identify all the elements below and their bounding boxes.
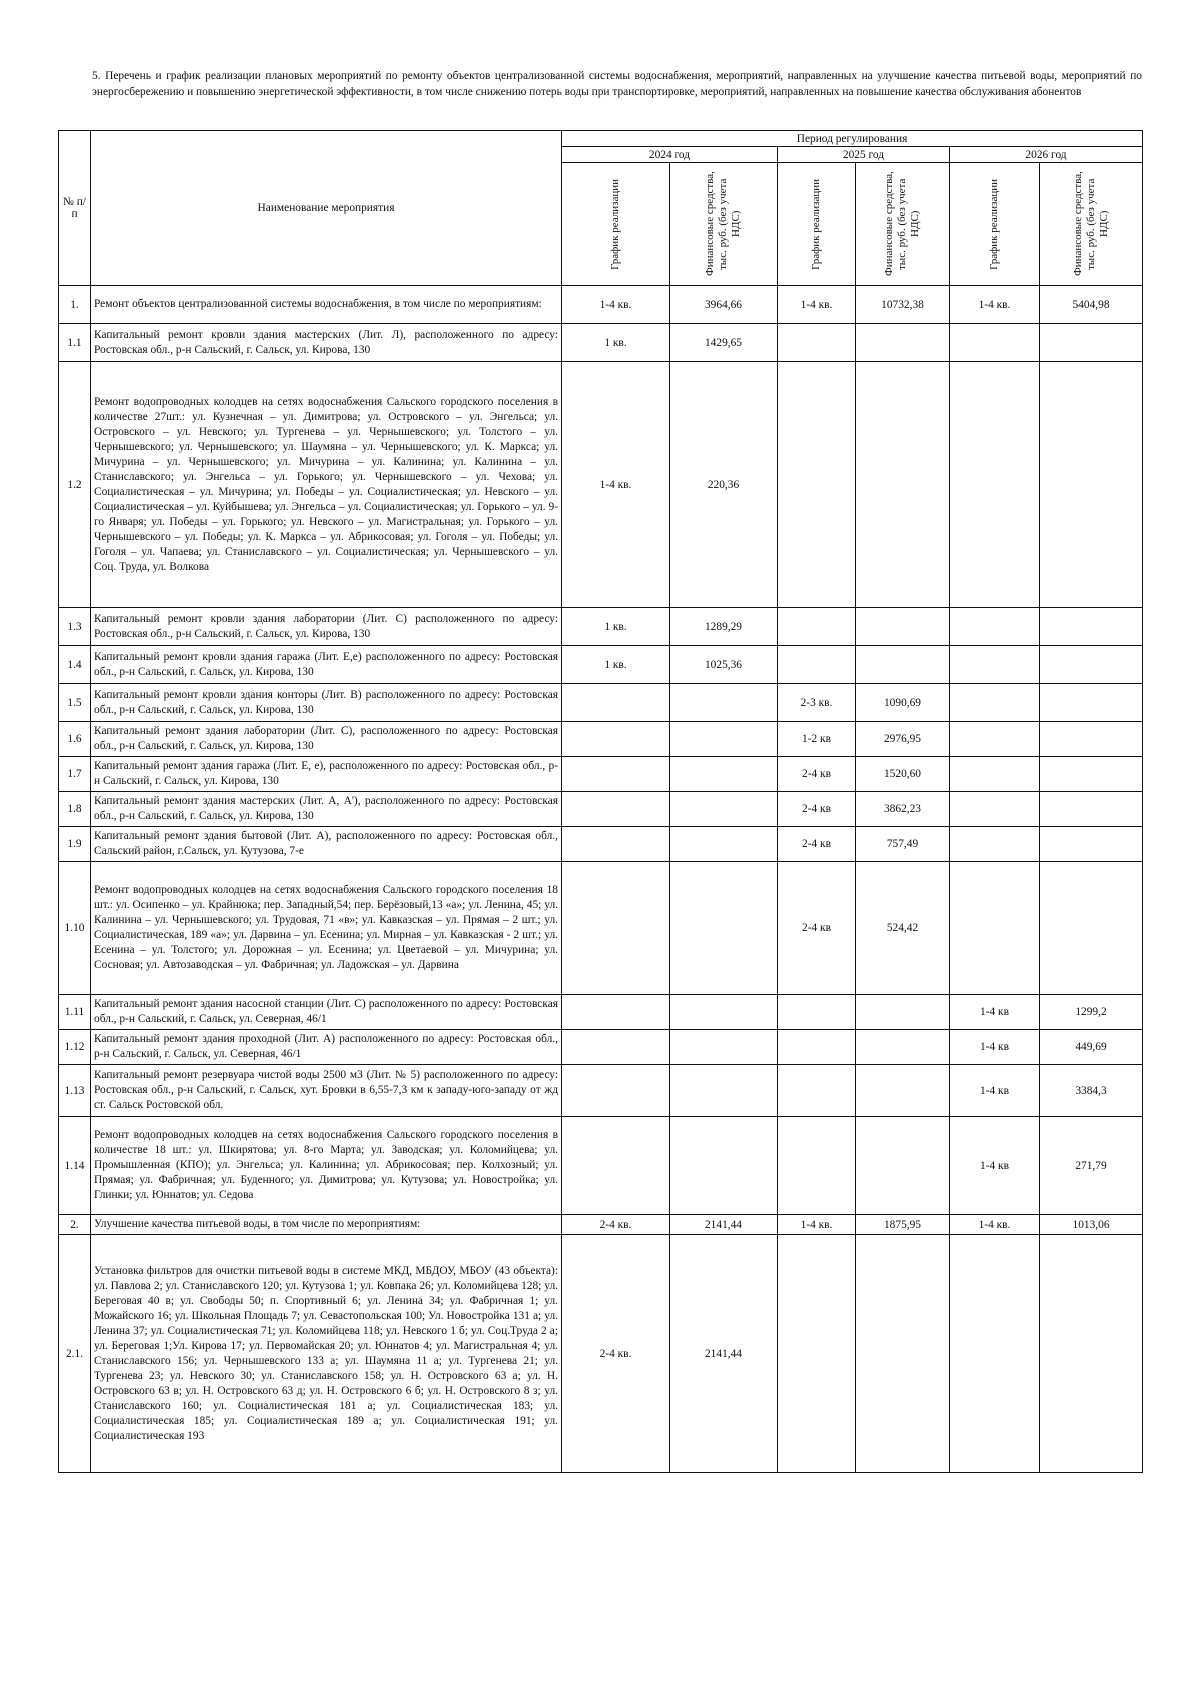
table-row bbox=[59, 722, 1143, 757]
cell-finance-2025: 1875,95 bbox=[856, 1215, 950, 1235]
row-measure-name: Капитальный ремонт кровли здания мастерских (Лит. Л), расположенного по адресу: Ростовская обл., р-н Сальский, г. Сальск, ул. Кирова, 130 bbox=[91, 324, 562, 362]
cell-finance-2024 bbox=[670, 722, 778, 757]
cell-schedule-2025: 2-4 кв bbox=[778, 862, 856, 995]
table-row bbox=[59, 646, 1143, 684]
cell-schedule-2026 bbox=[950, 792, 1040, 827]
cell-schedule-2026 bbox=[950, 827, 1040, 862]
row-number: 2. bbox=[59, 1215, 91, 1235]
cell-schedule-2024: 1 кв. bbox=[562, 646, 670, 684]
cell-finance-2026 bbox=[1040, 684, 1143, 722]
cell-schedule-2026 bbox=[950, 757, 1040, 792]
row-number: 1.3 bbox=[59, 608, 91, 646]
row-number: 1.13 bbox=[59, 1065, 91, 1117]
cell-schedule-2026: 1-4 кв bbox=[950, 1117, 1040, 1215]
cell-schedule-2025 bbox=[778, 1235, 856, 1473]
cell-schedule-2026 bbox=[950, 324, 1040, 362]
row-number: 1.8 bbox=[59, 792, 91, 827]
cell-finance-2026 bbox=[1040, 827, 1143, 862]
cell-schedule-2026: 1-4 кв bbox=[950, 995, 1040, 1030]
row-measure-name: Капитальный ремонт кровли здания лаборатории (Лит. С) расположенного по адресу: Ростовская обл., р-н Сальский, г. Сальск, ул. Кирова, 130 bbox=[91, 608, 562, 646]
cell-finance-2025: 1090,69 bbox=[856, 684, 950, 722]
row-number: 2.1. bbox=[59, 1235, 91, 1473]
table-row bbox=[59, 362, 1143, 608]
row-measure-name: Капитальный ремонт здания гаража (Лит. Е, е), расположенного по адресу: Ростовская обл., р-н Сальский, г. Сальск, ул. Кирова, 130 bbox=[91, 757, 562, 792]
row-number: 1.9 bbox=[59, 827, 91, 862]
cell-finance-2024: 220,36 bbox=[670, 362, 778, 608]
row-number: 1. bbox=[59, 286, 91, 324]
cell-schedule-2025 bbox=[778, 1065, 856, 1117]
cell-finance-2026: 3384,3 bbox=[1040, 1065, 1143, 1117]
row-measure-name: Ремонт объектов централизованной системы водоснабжения, в том числе по мероприятиям: bbox=[91, 286, 562, 324]
row-measure-name: Капитальный ремонт здания проходной (Лит. А) расположенного по адресу: Ростовская обл., р-н Сальский, г. Сальск, ул. Северная, 46/1 bbox=[91, 1030, 562, 1065]
cell-finance-2024 bbox=[670, 827, 778, 862]
cell-finance-2026: 1299,2 bbox=[1040, 995, 1143, 1030]
cell-finance-2024 bbox=[670, 995, 778, 1030]
header-schedule-2024: График реализации bbox=[562, 163, 670, 286]
table-row bbox=[59, 1065, 1143, 1117]
cell-schedule-2025: 2-4 кв bbox=[778, 792, 856, 827]
cell-schedule-2026: 1-4 кв. bbox=[950, 286, 1040, 324]
cell-schedule-2024 bbox=[562, 862, 670, 995]
cell-schedule-2025: 2-4 кв bbox=[778, 827, 856, 862]
cell-finance-2024: 1429,65 bbox=[670, 324, 778, 362]
cell-finance-2026 bbox=[1040, 324, 1143, 362]
cell-schedule-2026: 1-4 кв. bbox=[950, 1215, 1040, 1235]
header-finance-2024: Финансовые средства, тыс. руб. (без учета НДС) bbox=[670, 163, 778, 286]
cell-finance-2025: 524,42 bbox=[856, 862, 950, 995]
cell-finance-2024 bbox=[670, 1117, 778, 1215]
cell-finance-2024 bbox=[670, 684, 778, 722]
cell-schedule-2024 bbox=[562, 827, 670, 862]
header-year-2025: 2025 год bbox=[778, 147, 950, 163]
cell-finance-2025 bbox=[856, 646, 950, 684]
cell-schedule-2026 bbox=[950, 862, 1040, 995]
cell-finance-2025 bbox=[856, 362, 950, 608]
cell-schedule-2026: 1-4 кв bbox=[950, 1030, 1040, 1065]
table-row bbox=[59, 1117, 1143, 1215]
row-measure-name: Капитальный ремонт здания насосной станции (Лит. С) расположенного по адресу: Ростовская обл., р-н Сальский, г. Сальск, ул. Северная, 46/1 bbox=[91, 995, 562, 1030]
cell-schedule-2026: 1-4 кв bbox=[950, 1065, 1040, 1117]
table-row bbox=[59, 1235, 1143, 1473]
cell-schedule-2025 bbox=[778, 362, 856, 608]
cell-finance-2025 bbox=[856, 1030, 950, 1065]
cell-schedule-2025 bbox=[778, 995, 856, 1030]
cell-schedule-2025 bbox=[778, 608, 856, 646]
row-measure-name: Установка фильтров для очистки питьевой воды в системе МКД, МБДОУ, МБОУ (43 объекта): ул. Павлова 2; ул. Станиславского 120; ул. Кутузова 1; ул. Ковпака 26; ул. Коломийцева 128; ул. Береговая 40 в; ул. Свободы 50; п. Спортивный 6; ул. Ленина 34; ул. Фабричная 1; ул. Можайского 16; ул. Школьная Площадь 7; ул. Севастопольская 100; Ул. Новостройка 131 а; ул. Ленина 37; ул. Социалистическая 71; ул. Коломийцева 118; ул. Невского 1 б; ул. Соц.Труда 2 а; ул. Береговая 1;Ул. Кирова 17; ул. Первомайская 20; ул. Юннатов 4; ул. Магистральная 4; ул. Станиславского 156; ул. Чернышевского 133 а; ул. Шаумяна 11 а; ул. Тургенева 21; ул. Тургенева 23; ул. Невского 30; ул. Станиславского 158; ул. Н. Островского 63 а; ул. Н. Островского 63 в; ул. Н. Островского 63 д; ул. Н. Островского 6 б; ул. Н. Островского 8 з; ул. Станиславского 160; ул. Социалистическая 181 а; ул. Социалистическая 183; ул. Социалистическая 185; ул. Социалистическая 189 а; ул. Социалистическая 191; ул. Социалистическая 193 bbox=[91, 1235, 562, 1473]
table-row bbox=[59, 1215, 1143, 1235]
row-measure-name: Капитальный ремонт здания мастерских (Лит. А, А'), расположенного по адресу: Ростовская обл., р-н Сальский, г. Сальск, ул. Кирова, 130 bbox=[91, 792, 562, 827]
cell-schedule-2024 bbox=[562, 1117, 670, 1215]
header-year-2026: 2026 год bbox=[950, 147, 1143, 163]
cell-finance-2026: 271,79 bbox=[1040, 1117, 1143, 1215]
cell-schedule-2026 bbox=[950, 722, 1040, 757]
cell-schedule-2024 bbox=[562, 684, 670, 722]
cell-finance-2026 bbox=[1040, 646, 1143, 684]
header-period: Период регулирования bbox=[562, 131, 1143, 147]
table-row bbox=[59, 286, 1143, 324]
cell-schedule-2025 bbox=[778, 324, 856, 362]
cell-finance-2024: 1289,29 bbox=[670, 608, 778, 646]
cell-schedule-2024 bbox=[562, 1030, 670, 1065]
cell-schedule-2025 bbox=[778, 1030, 856, 1065]
cell-finance-2026: 1013,06 bbox=[1040, 1215, 1143, 1235]
row-number: 1.10 bbox=[59, 862, 91, 995]
row-measure-name: Капитальный ремонт кровли здания конторы (Лит. В) расположенного по адресу: Ростовская обл., р-н Сальский, г. Сальск, ул. Кирова, 130 bbox=[91, 684, 562, 722]
cell-finance-2024: 2141,44 bbox=[670, 1235, 778, 1473]
cell-finance-2025: 2976,95 bbox=[856, 722, 950, 757]
row-number: 1.14 bbox=[59, 1117, 91, 1215]
table-row bbox=[59, 608, 1143, 646]
cell-finance-2024 bbox=[670, 757, 778, 792]
row-number: 1.1 bbox=[59, 324, 91, 362]
cell-schedule-2026 bbox=[950, 646, 1040, 684]
cell-schedule-2025: 1-4 кв. bbox=[778, 286, 856, 324]
cell-finance-2025 bbox=[856, 995, 950, 1030]
cell-schedule-2026 bbox=[950, 684, 1040, 722]
table-row bbox=[59, 862, 1143, 995]
cell-schedule-2024 bbox=[562, 1065, 670, 1117]
row-number: 1.6 bbox=[59, 722, 91, 757]
cell-schedule-2025 bbox=[778, 646, 856, 684]
cell-finance-2025 bbox=[856, 608, 950, 646]
row-number: 1.5 bbox=[59, 684, 91, 722]
table-row bbox=[59, 1030, 1143, 1065]
cell-finance-2025: 757,49 bbox=[856, 827, 950, 862]
header-num: № п/п bbox=[59, 131, 91, 286]
cell-finance-2025 bbox=[856, 1117, 950, 1215]
cell-schedule-2026 bbox=[950, 362, 1040, 608]
cell-schedule-2024: 1-4 кв. bbox=[562, 286, 670, 324]
row-measure-name: Капитальный ремонт здания лаборатории (Лит. С), расположенного по адресу: Ростовская обл., р-н Сальский, г. Сальск, ул. Кирова, 130 bbox=[91, 722, 562, 757]
row-measure-name: Капитальный ремонт здания бытовой (Лит. А), расположенного по адресу: Ростовская обл., Сальский район, г.Сальск, ул. Кутузова, 7-е bbox=[91, 827, 562, 862]
cell-finance-2024: 2141,44 bbox=[670, 1215, 778, 1235]
cell-finance-2026 bbox=[1040, 757, 1143, 792]
cell-schedule-2024: 1 кв. bbox=[562, 608, 670, 646]
row-number: 1.12 bbox=[59, 1030, 91, 1065]
cell-finance-2025 bbox=[856, 1065, 950, 1117]
table-row bbox=[59, 827, 1143, 862]
table-row bbox=[59, 324, 1143, 362]
cell-finance-2026: 449,69 bbox=[1040, 1030, 1143, 1065]
cell-finance-2025: 3862,23 bbox=[856, 792, 950, 827]
row-number: 1.4 bbox=[59, 646, 91, 684]
cell-schedule-2024: 2-4 кв. bbox=[562, 1215, 670, 1235]
row-measure-name: Ремонт водопроводных колодцев на сетях водоснабжения Сальского городского поселения в количестве 27шт.: ул. Кузнечная – ул. Димитрова; ул. Островского – ул. Энгельса; ул. Островского – ул. Невского; ул. Тургенева – ул. Чернышевского; ул. Толстого – ул. Чернышевского; ул. Чернышевского; ул. Шаумяна – ул. Чернышевского; ул. К. Маркса; ул. Мичурина – ул. Чернышевского; ул. Мичурина – ул. Калинина; ул. Калинина – ул. Станиславского; ул. Энгельса – ул. Горького; ул. Чернышевского – ул. Чехова; ул. Социалистическая – ул. Мичурина; ул. Победы – ул. Социалистическая; ул. Невского – ул. Социалистическая – ул. Куйбышева; ул. Энгельса – ул. Социалистическая; ул. Горького – ул. 9-го Января; ул. Победы – ул. Горького; ул. Невского – ул. Магистральная; ул. Горького – ул. Чернышевского – ул. Победы; ул. К. Маркса – ул. Абрикосовая; ул. Гоголя – ул. Победы; ул. Гоголя – ул. Чапаева; ул. Станиславского – ул. Социалистическая; ул. Чернышевского – ул. Соц. Труда, ул. Волкова bbox=[91, 362, 562, 608]
cell-finance-2025: 1520,60 bbox=[856, 757, 950, 792]
intro-paragraph: 5. Перечень и график реализации плановых мероприятий по ремонту объектов централизованной системы водоснабжения, мероприятий, направленных на улучшение качества питьевой воды, мероприятий по энергосбережению и повышению энергетической эффективности, в том числе снижению потерь воды при транспортировке, мероприятий, направленных на повышение качества обслуживания абонентов bbox=[92, 70, 1142, 98]
cell-schedule-2025: 1-2 кв bbox=[778, 722, 856, 757]
table-row bbox=[59, 684, 1143, 722]
cell-finance-2024 bbox=[670, 1065, 778, 1117]
header-year-2024: 2024 год bbox=[562, 147, 778, 163]
header-name: Наименование мероприятия bbox=[91, 131, 562, 286]
cell-finance-2024 bbox=[670, 1030, 778, 1065]
header-finance-2026: Финансовые средства, тыс. руб. (без учета НДС) bbox=[1040, 163, 1143, 286]
row-number: 1.2 bbox=[59, 362, 91, 608]
cell-finance-2025 bbox=[856, 1235, 950, 1473]
row-number: 1.11 bbox=[59, 995, 91, 1030]
measures-table bbox=[58, 130, 1143, 1473]
cell-schedule-2025: 2-3 кв. bbox=[778, 684, 856, 722]
cell-schedule-2024 bbox=[562, 792, 670, 827]
row-measure-name: Капитальный ремонт резервуара чистой воды 2500 м3 (Лит. № 5) расположенного по адресу: Ростовская обл., р-н Сальский, г. Сальск, хут. Бровки в 6,55-7,3 км к западу-юго-западу от жд ст. Сальск Ростовской обл. bbox=[91, 1065, 562, 1117]
cell-finance-2026 bbox=[1040, 362, 1143, 608]
cell-finance-2026 bbox=[1040, 608, 1143, 646]
table-header bbox=[59, 131, 1143, 286]
cell-finance-2024 bbox=[670, 792, 778, 827]
cell-schedule-2024: 1-4 кв. bbox=[562, 362, 670, 608]
table-row bbox=[59, 757, 1143, 792]
cell-finance-2026 bbox=[1040, 792, 1143, 827]
cell-schedule-2026 bbox=[950, 608, 1040, 646]
cell-schedule-2024 bbox=[562, 722, 670, 757]
row-measure-name: Улучшение качества питьевой воды, в том числе по мероприятиям: bbox=[91, 1215, 562, 1235]
row-measure-name: Ремонт водопроводных колодцев на сетях водоснабжения Сальского городского поселения 18 шт.: ул. Осипенко – ул. Крайнюка; пер. Западный,54; пер. Берёзовый,13 «а»; ул. Ленина, 45; ул. Калинина – ул. Чернышевского; ул. Трудовая, 71 «в»; ул. Кавказская – ул. Прямая – 2 шт.; ул. Социалистическая, 189 «а»; ул. Дарвина – ул. Есенина; ул. Мирная – ул. Кавказская - 2 шт.; ул. Есенина – ул. Толстого; ул. Дорожная – ул. Есенина; ул. Цветаевой – ул. Мичурина; ул. Сосновая; ул. Автозаводская – ул. Фабричная; ул. Ладожская – ул. Дарвина bbox=[91, 862, 562, 995]
header-finance-2025: Финансовые средства, тыс. руб. (без учета НДС) bbox=[856, 163, 950, 286]
cell-finance-2024 bbox=[670, 862, 778, 995]
row-measure-name: Капитальный ремонт кровли здания гаража (Лит. Е,е) расположенного по адресу: Ростовская обл., р-н Сальский, г. Сальск, ул. Кирова, 130 bbox=[91, 646, 562, 684]
cell-schedule-2024 bbox=[562, 757, 670, 792]
table-row bbox=[59, 995, 1143, 1030]
cell-finance-2025: 10732,38 bbox=[856, 286, 950, 324]
cell-finance-2024: 1025,36 bbox=[670, 646, 778, 684]
cell-schedule-2024: 1 кв. bbox=[562, 324, 670, 362]
cell-finance-2026 bbox=[1040, 722, 1143, 757]
cell-finance-2025 bbox=[856, 324, 950, 362]
cell-schedule-2024: 2-4 кв. bbox=[562, 1235, 670, 1473]
table-body bbox=[59, 286, 1143, 1473]
header-schedule-2026: График реализации bbox=[950, 163, 1040, 286]
cell-finance-2026: 5404,98 bbox=[1040, 286, 1143, 324]
cell-finance-2026 bbox=[1040, 1235, 1143, 1473]
cell-schedule-2025 bbox=[778, 1117, 856, 1215]
row-measure-name: Ремонт водопроводных колодцев на сетях водоснабжения Сальского городского поселения в количестве 18 шт.: ул. Шкирятова; ул. 8-го Марта; ул. Заводская; ул. Коломийцева; ул. Промышленная (КПО); ул. Энгельса; ул. Калинина; ул. Абрикосовая; пер. Колхозный; ул. Прямая; ул. Фабричная; ул. Буденного; ул. Димитрова; ул. Кутузова; ул. Новостройка; ул. Глинки; ул. Юннатов; ул. Седова bbox=[91, 1117, 562, 1215]
cell-finance-2026 bbox=[1040, 862, 1143, 995]
cell-schedule-2024 bbox=[562, 995, 670, 1030]
cell-schedule-2025: 2-4 кв bbox=[778, 757, 856, 792]
cell-finance-2024: 3964,66 bbox=[670, 286, 778, 324]
table-row bbox=[59, 792, 1143, 827]
row-number: 1.7 bbox=[59, 757, 91, 792]
cell-schedule-2026 bbox=[950, 1235, 1040, 1473]
cell-schedule-2025: 1-4 кв. bbox=[778, 1215, 856, 1235]
header-schedule-2025: График реализации bbox=[778, 163, 856, 286]
